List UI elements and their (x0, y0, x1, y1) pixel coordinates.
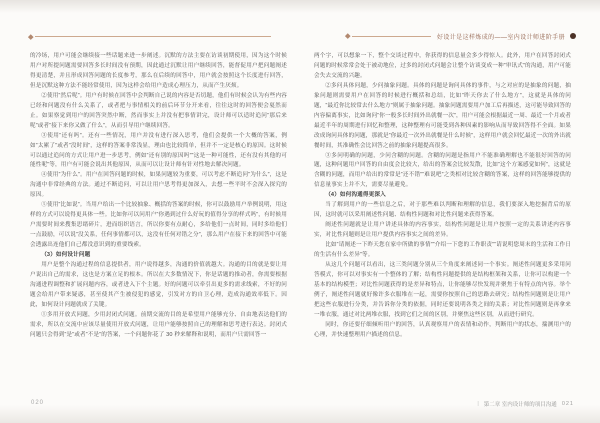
section-subheading: （3）如何设计问题 (41, 252, 91, 259)
body-paragraph: 从这几个问题可以看出，这三类问题分别从三个角度来阐述同一个事实。阐述性问题更多采用问答模式，你可以对事实有一个整体的了解；结构性问题提供的是结构框架和关系，让你可以构建一个基本的结构模型；对比性问题获得的是差异和特点，让你能够尽快发现并聚焦于有特点的内容。举个例子，阐述性问题就好像许多衣服堆在一起，需要你按照自己的思路去研究；结构性问题则是让用户把这些衣服进行分类，并告诉你分类的依据，同时还要说明各类之间的关系；对比性问题则是再拿来一堆衣服，通过对比两堆衣服，找到它们之间的区别，并聚焦这些区别，从而进行研究。 (314, 262, 571, 318)
header-rule (352, 36, 431, 37)
body-paragraph: 阐述性问题就是让用户讲述具体的内容事实，结构性问题是让用户按照一定的关系讲述内容事实，对比性问题则是让用户提供内容事实之间的差异。 (314, 222, 571, 239)
left-page-number: 020 (31, 400, 45, 406)
right-page-number: 021 (561, 401, 574, 407)
right-page-footer (477, 400, 574, 408)
body-paragraph: ②使用“然后呢”。用户有时候在回答中会判断自己说的内容是否切题，他们有时候会认为有些内容已经和问题没有什么关系了，或者把与事情相关的前后环节分开来看，往往这时的回答便会戛然而止。如果察觉到用户的回答突然中断，然而事实上并没有把事情讲完，设计师可以适时追问“那后来呢”或者“接下来你又做了什么”，从而引导用户继续回答。 (30, 92, 287, 129)
footer-chapter-title: 第二章 室内设计师的项目沟通 (483, 402, 557, 408)
section-subheading: （4）如何沟通得更深入 (325, 192, 386, 199)
body-paragraph: ⑤使用“比如说”。当用户给出一个比较抽象、概括的答案的时候，你可以鼓励用户举例说明，用这样的方式可以说得更具体一些。比如你可以问用户“你遇到过什么好玩的值得分享的样式吗”，有时候用户需要时间来搜集思绪碎片，进而组织语言，所以你要有点耐心，多给他们一点时间，同时多给他们一点鼓励，可以说“没关系，任何事情都可以，这没有任何对错之分”，那么用户在接下来的回答中可能会透露出连他们自己都没意识到的重要线索。 (30, 202, 287, 249)
body-paragraph: 当了解到用户的一些信息之后，对于那些难以判断和理解的信息，我们要深入地挖掘背后的原因，这时就可以采用阐述性问题、结构性问题和对比性问题来获得答案。 (314, 202, 571, 219)
right-running-header (346, 30, 576, 42)
right-page-body (314, 52, 571, 341)
chapter-dot-icon (570, 33, 576, 39)
body-paragraph: ③使用“还有吗”。还有一些情况，用户并没有进行深入思考，他们会提供一个大概的答案，例如“太累了”或者“没时间”，这样的答案非常浅显，理由也比较简单，但并不一定是核心的原因。这时候可以通过追问的方式让用户进一步思考，例如“还有别的原因吗”“这是一种可能性，还有没有其他的可能性呢”等，用户有可能会说出其他原因，从而可以让设计师有针对性地去解决问题。 (30, 132, 287, 169)
body-paragraph: 比如“请阐述一下昨天您在家中所做的事情”“介绍一下您的工作职责”“请说明您周末的生活和工作日的生活有什么差异”等。 (314, 242, 571, 259)
left-page-body (30, 52, 287, 341)
body-paragraph: 用户是整个沟通过程的信息提供者，用户说得越多，沟通的价值就越大。沟通的目的就是要让用户说出自己的需求，这也是方案立足的根本。所以在大多数情况下，你是话题的推动者，你需要根据沟通进程调整和扩展问题内容，或者进入下个主题。好的问题可以牵引出更多的需求线索，不好的问题会给用户带来疑惑，甚至使其产生被侵犯的感觉，引发对方的自卫心理，造成沟通效率低下。因此，如何设计问题就成了关键。 (30, 262, 287, 308)
header-rule (35, 36, 272, 37)
left-running-header (29, 33, 271, 40)
running-header-title: 好设计是这样炼成的——室内设计师进阶手册 (436, 34, 565, 41)
header-diamond-icon (28, 34, 33, 39)
footer-divider: | (477, 401, 479, 407)
body-paragraph: ③多问明确的问题，少问含糊的问题。含糊的问题是指用户不能准确理解也不能很好回答的问题，这种问题用户回答的自由度会比较大，给出的答案会比较发散，比如“这个方案感觉如何”，这就是含糊的问题，而用户给出的常常是“还不错”“难说吧”之类相对比较含糊的答案，这样的回答能够提供的信息量事实上并不大，需要尽量避免。 (314, 152, 571, 189)
header-diamond-icon (345, 34, 350, 39)
body-paragraph: 同时，你还要仔细倾听用户的回答，认真观察用户的表情和动作，判断用户的状态，揣测用户的心理，并快速整理用户描述的信息。 (314, 321, 571, 338)
body-paragraph: 的冷场，用户可能会继续接一些话题来进一步阐述。沉默的方法主要在访谈初期使用，因为这个时候用户对所提问题需要回答多长时间没有预期，因此通过沉默让用户继续回答，能督促用户把问题阐述得更清楚，并且形成回答问题的长度参考，那么在后续的回答中，用户就会按照这个长度进行回答，但是沉默这种方法不能经常使用，因为这样会给用户造成心理压力，从而产生厌烦。 (30, 53, 287, 89)
body-paragraph: 两个字，可以想象一下，整个交谈过程中，你获得的信息量会多少得惊人。此外，用户在回答封闭式问题的时候常常会处于被动地位，过多的封闭式问题会让整个访谈变成一种“审讯式”的沟通，用户可能会失去交流的兴趣。 (314, 53, 571, 79)
body-paragraph: ④使用“为什么”。用户在回答问题的时候，如果问题较为重要，可以考虑不断追问“为什么”，这是沟通中非常经典的方法。通过不断追问，可以让用户思考得更加深入，去想一些平时不会深入探究的原因。 (30, 172, 287, 199)
body-paragraph: ①多用开放式问题，少用封闭式问题。前期交流的目的是希望用户能够充分、自由地表达他们的需求，所以在交流中应该尽量使用开放式问题，让用户能够按照自己的理解和思考进行表达。封闭式问题只会得到“是”或者“不是”的答案，一个问题你花了 30 秒来解释和说明，而用户只需回答一 (30, 311, 287, 338)
body-paragraph: ②多问具体问题，少问抽象问题。具体的问题是询问具体的事件，与之对应的是抽象的问题，抽象问题则需要用户在回答的时候进行概括和总结，比如“昨天你去了什么地方”，这就是具体的问题，“最近你比较常去什么地方”则属于抽象问题。抽象问题需要用户加工后再描述，这可能导致回答的内容偏离事实，比如询问“你一般多长时间外出就餐一次”，用户可能会根据最近一周、最近一个月或者最近半年的周期进行回忆和整理，这种整理有可能受到各种因素的影响从而导致回答得不全面。如果改成询问具体的问题，那就是“你最近一次外出就餐是什么时候”，这样用户就会回忆最近一次的外出就餐时间，其准确性会比回答之前的抽象问题提高很多。 (314, 82, 571, 149)
